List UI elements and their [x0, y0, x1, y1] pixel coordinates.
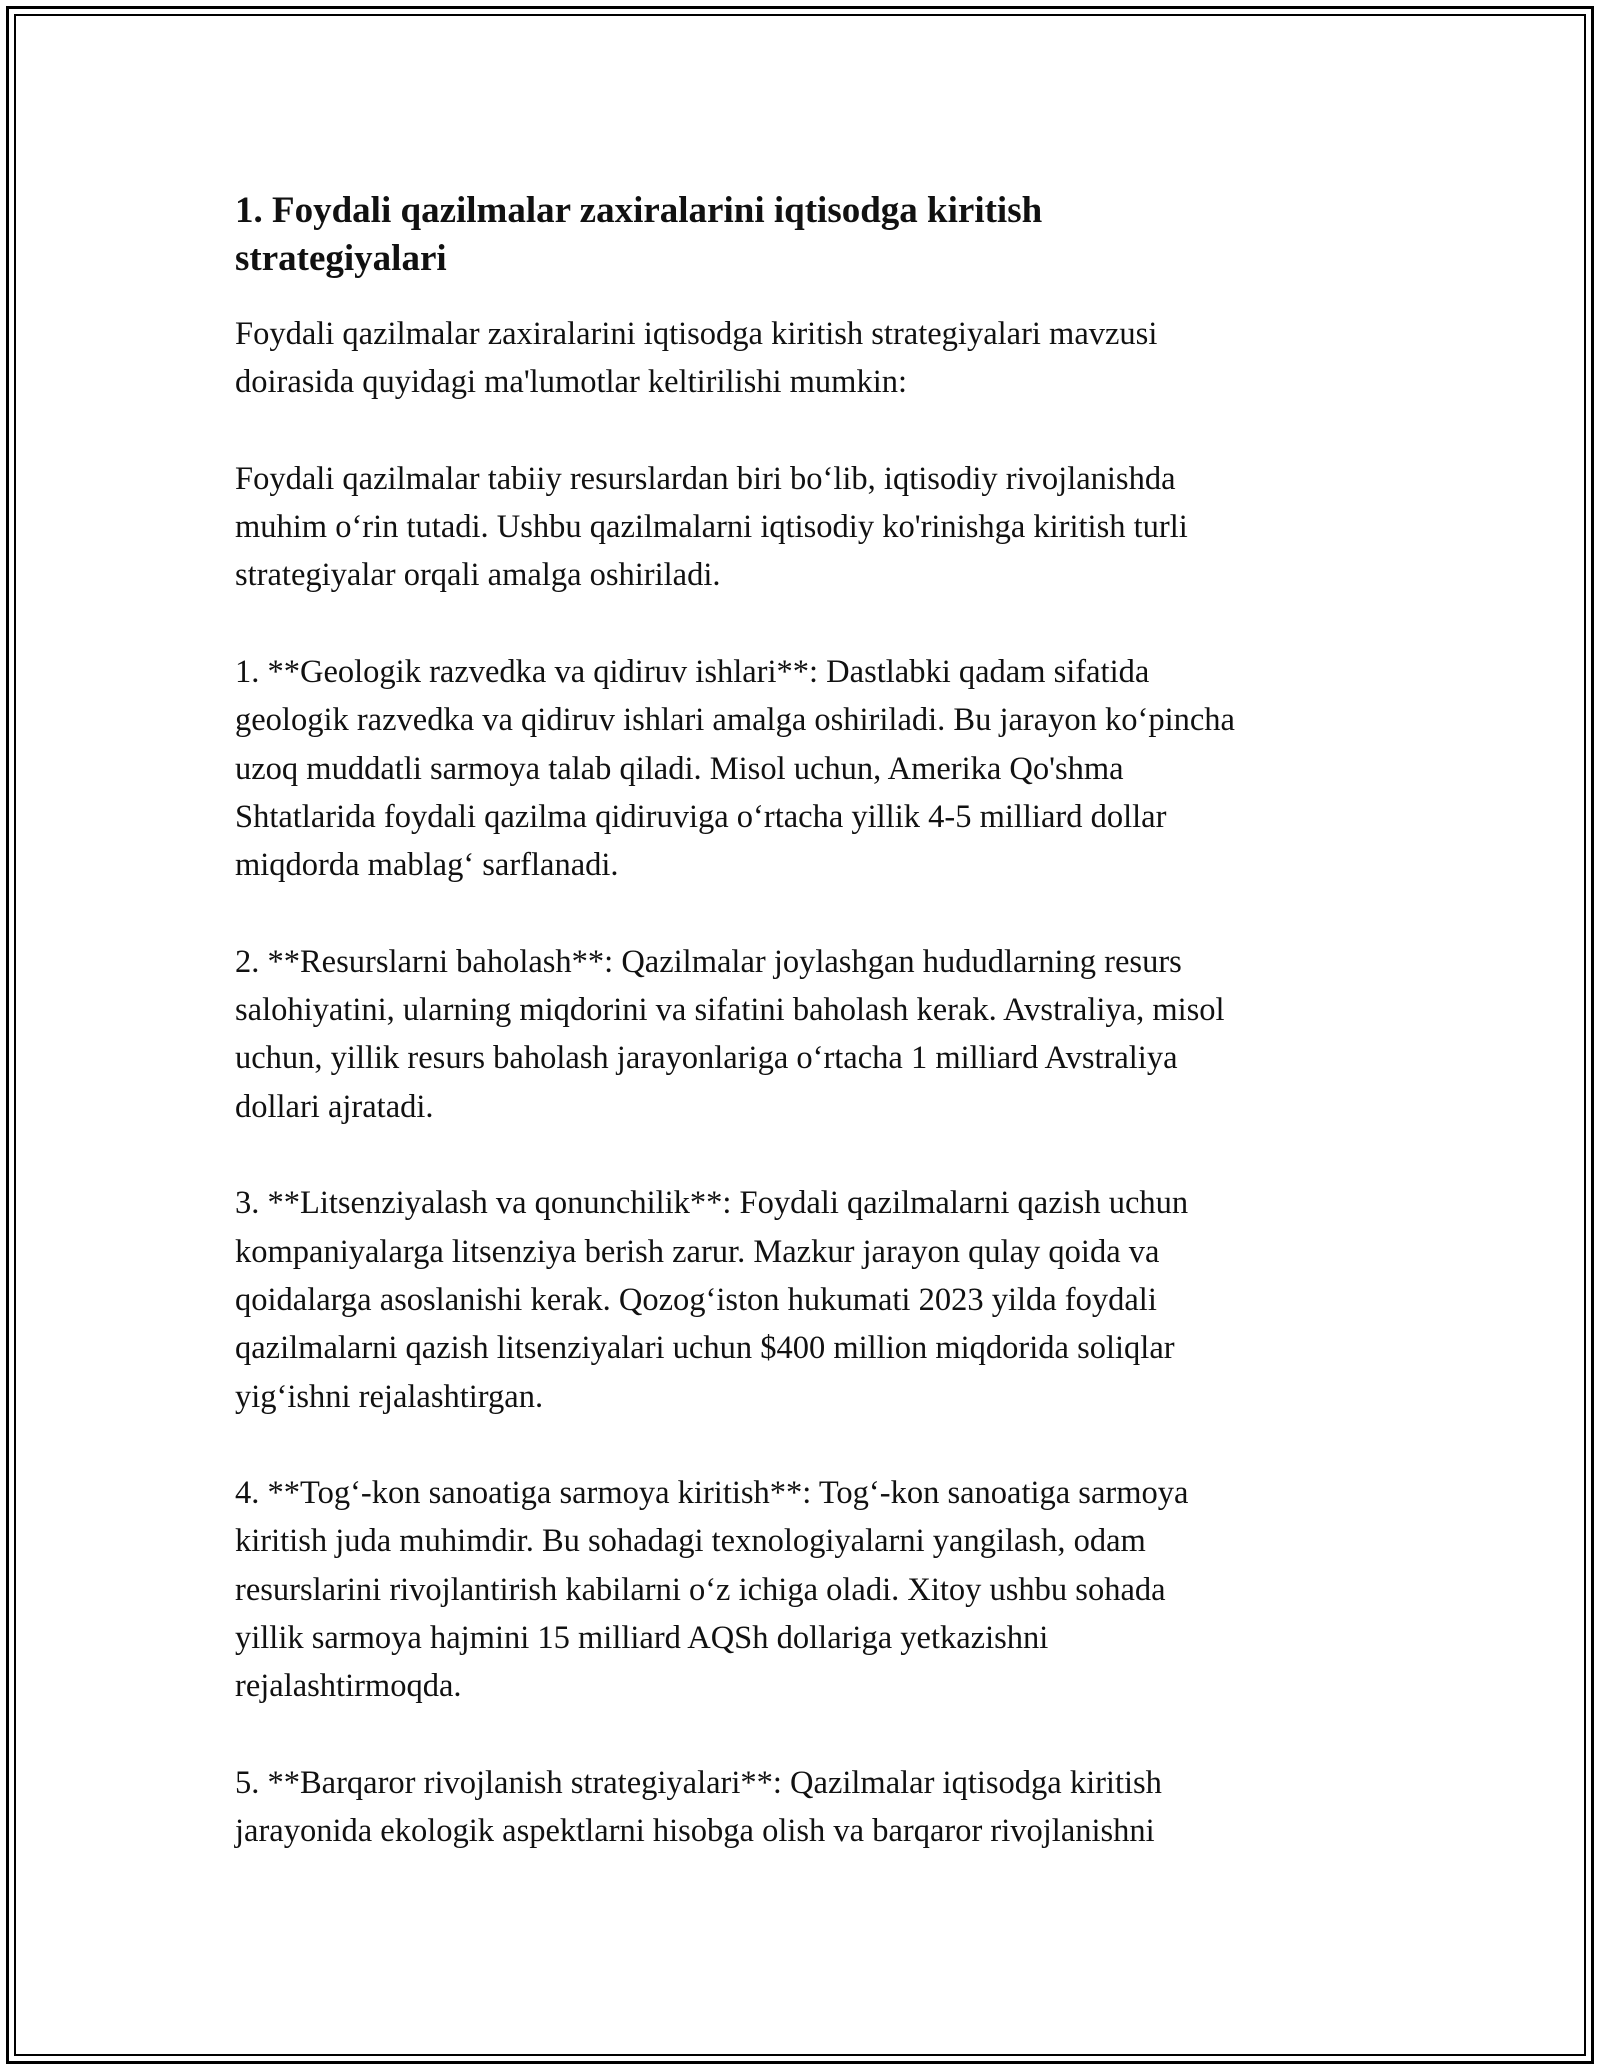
text-line: resurslarini rivojlantirish kabilarni o‘z ichiga oladi. Xitoy ushbu sohada — [235, 1571, 1166, 1608]
text-line: rejalashtirmoqda. — [235, 1668, 462, 1705]
text-line: yig‘ishni rejalashtirgan. — [235, 1378, 544, 1415]
list-item-sustainable-development — [235, 1759, 1375, 1856]
text-line: 5. **Barqaror rivojlanish strategiyalari**: Qazilmalar iqtisodga kiritish — [235, 1764, 1162, 1801]
text-line: 1. **Geologik razvedka va qidiruv ishlari**: Dastlabki qadam sifatida — [235, 654, 1150, 691]
text-line: salohiyatini, ularning miqdorini va sifatini baholash kerak. Avstraliya, misol — [235, 992, 1225, 1029]
text-line: jarayonida ekologik aspektlarni hisobga olish va barqaror rivojlanishni — [235, 1813, 1155, 1850]
text-line: strategiyalar orqali amalga oshiriladi. — [235, 557, 721, 594]
spacer — [235, 1421, 1375, 1469]
text-line: Shtatlarida foydali qazilma qidiruviga o‘rtacha yillik 4-5 milliard dollar — [235, 798, 1167, 835]
list-item-resource-assessment — [235, 938, 1375, 1131]
text-line: Foydali qazilmalar zaxiralarini iqtisodga kiritish strategiyalari mavzusi — [235, 316, 1158, 352]
text-line: yillik sarmoya hajmini 15 milliard AQSh dollariga yetkazishni — [235, 1620, 1049, 1657]
spacer — [235, 1131, 1375, 1179]
spacer — [235, 1711, 1375, 1759]
text-line: miqdorda mablag‘ sarflanadi. — [235, 847, 619, 884]
list-item-licensing — [235, 1179, 1375, 1420]
text-line: Foydali qazilmalar tabiiy resurslardan biri bo‘lib, iqtisodiy rivojlanishda — [235, 460, 1176, 497]
spacer — [235, 407, 1375, 455]
text-line: dollari ajratadi. — [235, 1088, 434, 1125]
text-line: geologik razvedka va qidiruv ishlari amalga oshiriladi. Bu jarayon ko‘pincha — [235, 702, 1235, 739]
text-line: 2. **Resurslarni baholash**: Qazilmalar joylashgan hududlarning resurs — [235, 943, 1182, 980]
spacer — [235, 600, 1375, 648]
text-line: muhim o‘rin tutadi. Ushbu qazilmalarni iqtisodiy ko'rinishga kiritish turli — [235, 509, 1188, 546]
context-paragraph — [235, 455, 1375, 600]
text-line: kiritish juda muhimdir. Bu sohadagi texnologiyalarni yangilash, odam — [235, 1523, 1146, 1560]
list-item-geological-exploration — [235, 648, 1375, 889]
text-line: uzoq muddatli sarmoya talab qiladi. Misol uchun, Amerika Qo'shma — [235, 750, 1124, 787]
spacer — [235, 890, 1375, 938]
document-title — [235, 187, 1375, 283]
spacer — [235, 283, 1375, 310]
intro-paragraph — [235, 310, 1375, 407]
text-line: kompaniyalarga litsenziya berish zarur. Mazkur jarayon qulay qoida va — [235, 1233, 1160, 1270]
list-item-mining-investment — [235, 1469, 1375, 1710]
document-body — [235, 187, 1375, 1856]
text-line: qazilmalarni qazish litsenziyalari uchun $400 million miqdorida soliqlar — [235, 1330, 1175, 1367]
text-line: 3. **Litsenziyalash va qonunchilik**: Foydali qazilmalarni qazish uchun — [235, 1185, 1189, 1222]
text-line: 4. **Tog‘-kon sanoatiga sarmoya kiritish**: Tog‘-kon sanoatiga sarmoya — [235, 1475, 1189, 1512]
title-line: 1. Foydali qazilmalar zaxiralarini iqtisodga kiritish — [235, 190, 1043, 231]
text-line: qoidalarga asoslanishi kerak. Qozog‘iston hukumati 2023 yilda foydali — [235, 1281, 1157, 1318]
text-line: uchun, yillik resurs baholash jarayonlariga o‘rtacha 1 milliard Avstraliya — [235, 1040, 1178, 1077]
title-line: strategiyalari — [235, 238, 447, 279]
text-line: doirasida quyidagi ma'lumotlar keltirilishi mumkin: — [235, 364, 908, 401]
